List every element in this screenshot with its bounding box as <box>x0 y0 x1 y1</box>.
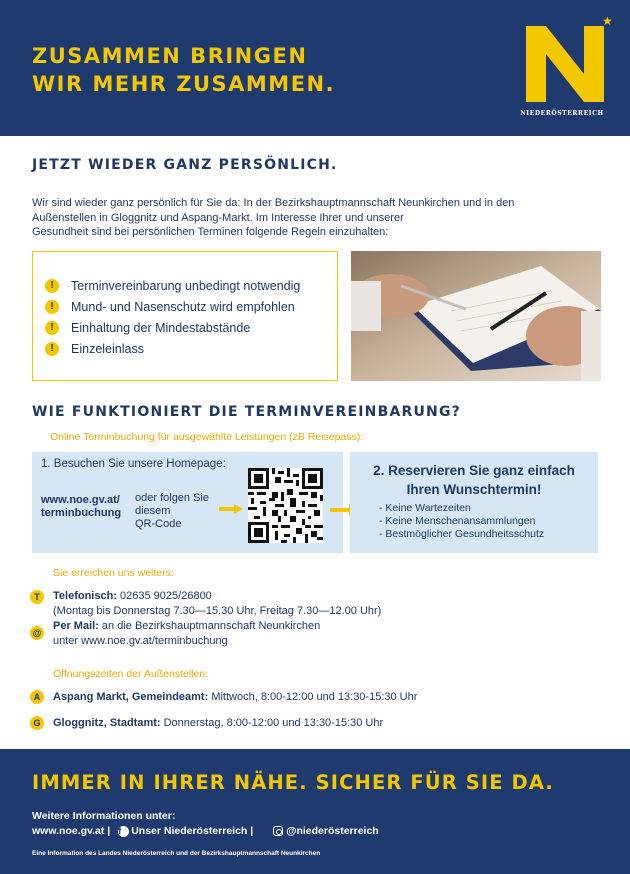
instagram-link-text[interactable]: @niederösterreich <box>286 825 379 837</box>
footer-slogan: IMMER IN IHRER NÄHE. SICHER FÜR SIE DA. <box>32 771 554 794</box>
phone-number[interactable]: 02635 9025/26800 <box>116 590 212 602</box>
contact-label: Sie erreichen uns weiters: <box>53 567 174 579</box>
rule-item <box>45 276 300 296</box>
exclamation-icon: ! <box>45 300 59 314</box>
footer-links <box>32 825 379 837</box>
intro-line-3: Gesundheit sind bei persönlichen Terminen folgende Regeln einzuhalten: <box>32 226 389 238</box>
step-2-box <box>350 452 598 553</box>
qr-hint-line-2: diesem <box>135 505 171 517</box>
logo-star-icon: ★ <box>602 14 613 28</box>
hours-aspang <box>53 690 417 705</box>
phone-label: Telefonisch: <box>53 590 117 602</box>
benefits-list <box>379 502 544 541</box>
homepage-link-line-2[interactable]: terminbuchung <box>41 507 122 519</box>
aspang-time: Mittwoch, 8:00-12:00 und 13:30-15:30 Uhr <box>208 691 418 703</box>
mail-contact <box>53 619 320 648</box>
list-item: - Keine Menschenansammlungen <box>379 515 536 527</box>
list-item: - Bestmöglicher Gesundheitsschutz <box>379 528 545 540</box>
header-line-2: WIR MEHR ZUSAMMEN. <box>32 72 336 96</box>
intro-paragraph <box>32 196 592 240</box>
phone-icon: T <box>30 590 44 604</box>
location-a-icon: A <box>30 690 44 704</box>
opening-hours-label: Öffnungszeiten der Außenstellen: <box>53 668 209 680</box>
intro-line-1: Wir sind wieder ganz persönlich für Sie da: In der Bezirkshauptmannschaft Neunkirchen und in den <box>32 197 515 209</box>
mail-text: an die Bezirkshauptmannschaft Neunkirchen <box>98 620 321 632</box>
rule-item <box>45 318 250 338</box>
header-slogan <box>32 42 335 98</box>
instagram-icon <box>273 826 283 836</box>
logo-n-icon <box>526 26 604 102</box>
step-1-title: 1. Besuchen Sie unsere Homepage: <box>41 458 226 470</box>
phone-hours: (Montag bis Donnerstag 7.30—15.30 Uhr, Freitag 7.30—12.00 Uhr) <box>53 604 382 617</box>
list-item: - Keine Wartezeiten <box>379 502 471 514</box>
header-line-1: ZUSAMMEN BRINGEN <box>32 44 308 68</box>
at-icon: @ <box>30 626 44 640</box>
rule-text: Einzeleinlass <box>71 342 144 356</box>
logo-text: NIEDERÖSTERREICH <box>520 110 604 117</box>
step-2-title <box>350 461 598 499</box>
rule-item <box>45 339 144 359</box>
facebook-icon: f <box>118 826 129 837</box>
rule-text: Mund- und Nasenschutz wird empfohlen <box>71 300 295 314</box>
photo-hands-writing <box>351 251 601 381</box>
section-heading-personal: JETZT WIEDER GANZ PERSÖNLICH. <box>32 157 338 173</box>
mail-label: Per Mail: <box>53 620 99 632</box>
step-2-title-line-1: 2. Reservieren Sie ganz einfach <box>373 463 575 478</box>
footer-link-instagram[interactable] <box>273 825 379 837</box>
step-2-title-line-2: Ihren Wunschtermin! <box>406 482 542 497</box>
exclamation-icon: ! <box>45 321 59 335</box>
rule-item <box>45 297 295 317</box>
gloggnitz-time: Donnerstag, 8:00-12:00 und 13:30-15:30 Uhr <box>160 717 384 729</box>
homepage-link-line-1[interactable]: www.noe.gv.at/ <box>41 494 120 506</box>
section-heading-how: WIE FUNKTIONIERT DIE TERMINVEREINBARUNG? <box>32 404 461 420</box>
footer-banner <box>0 749 630 874</box>
qr-code[interactable] <box>248 468 323 543</box>
qr-hint-line-3: QR-Code <box>135 518 182 530</box>
homepage-link[interactable] <box>41 494 121 520</box>
rule-text: Einhaltung der Mindestabstände <box>71 321 251 335</box>
header-banner <box>0 0 630 136</box>
exclamation-icon: ! <box>45 342 59 356</box>
qr-hint-line-1: oder folgen Sie <box>135 492 209 504</box>
gloggnitz-place: Gloggnitz, Stadtamt: <box>53 717 161 729</box>
location-g-icon: G <box>30 716 44 730</box>
mail-link[interactable]: unter www.noe.gv.at/terminbuchung <box>53 634 228 647</box>
hours-gloggnitz <box>53 716 383 731</box>
intro-line-2: Außenstellen in Gloggnitz und Aspang-Markt. Im Interesse Ihrer und unserer <box>32 211 404 224</box>
facebook-link-text[interactable]: Unser Niederösterreich | <box>131 825 254 837</box>
phone-contact <box>53 589 381 618</box>
footer-disclaimer: Eine Information des Landes Niederösterreich und der Bezirkshauptmannschaft Neunkirchen <box>32 850 321 857</box>
footer-info-label: Weitere Informationen unter: <box>32 810 176 822</box>
footer-link-facebook[interactable] <box>118 825 253 837</box>
footer-link-web[interactable]: www.noe.gv.at | <box>32 825 111 837</box>
exclamation-icon: ! <box>45 279 59 293</box>
online-booking-label: Online Terminbuchung für ausgewählte Leistungen (zB Reisepass): <box>50 431 364 443</box>
noe-logo <box>520 14 614 124</box>
rule-text: Terminvereinbarung unbedingt notwendig <box>71 279 301 293</box>
aspang-place: Aspang Markt, Gemeindeamt: <box>53 691 209 703</box>
qr-hint-text <box>135 492 225 531</box>
step-1-box <box>32 452 343 553</box>
arrow-right-icon <box>219 504 243 514</box>
rules-box <box>32 251 338 381</box>
